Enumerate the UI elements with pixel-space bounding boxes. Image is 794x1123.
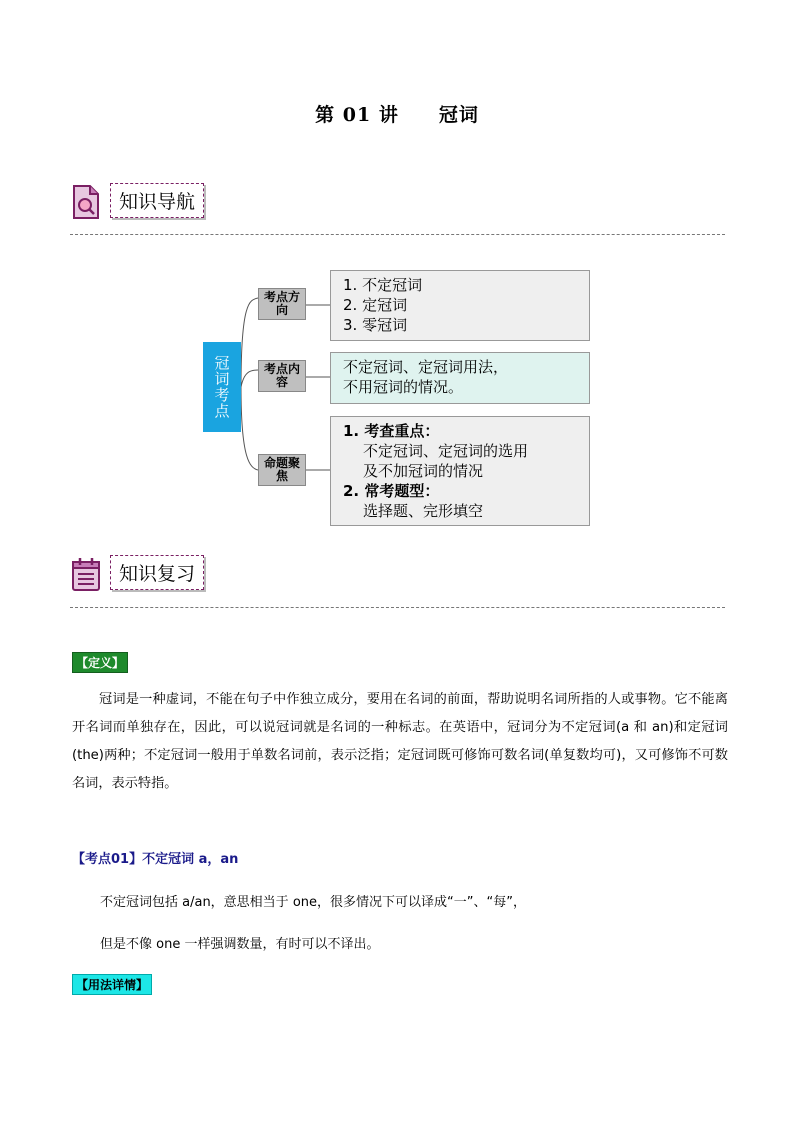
branch-box-direction (330, 270, 590, 341)
mindmap-root: 冠词考点 (203, 342, 241, 432)
kaodian-line: 不定冠词包括 a/an，意思相当于 one，很多情况下可以译成“一”、“每”， (100, 895, 526, 910)
branch-box-focus (330, 416, 590, 526)
kaodian-heading: 【考点01】不定冠词 a，an (72, 852, 239, 867)
branch-label-content: 考点内容 (258, 360, 306, 392)
calendar-list-icon (70, 556, 102, 594)
list-item: 及不加冠词的情况 (363, 462, 484, 480)
section-heading-nav: 知识导航 (110, 183, 204, 218)
focus-heading: 2. 常考题型： (343, 482, 440, 500)
page-title: 第 01 讲 冠词 (315, 104, 479, 126)
list-item: 3. 零冠词 (343, 316, 408, 334)
branch-box-content (330, 352, 590, 404)
list-item: 1. 不定冠词 (343, 276, 423, 294)
focus-heading: 1. 考查重点： (343, 422, 440, 440)
definition-tag: 【定义】 (72, 652, 128, 673)
section-heading-review: 知识复习 (110, 555, 204, 590)
section-divider (70, 607, 725, 608)
list-item: 不定冠词、定冠词用法， (343, 358, 509, 376)
list-item: 不定冠词、定冠词的选用 (363, 442, 529, 460)
kaodian-line: 但是不像 one 一样强调数量，有时可以不译出。 (100, 937, 380, 952)
list-item: 选择题、完形填空 (363, 502, 484, 520)
branch-label-direction: 考点方向 (258, 288, 306, 320)
list-item: 不用冠词的情况。 (343, 378, 464, 396)
usage-tag: 【用法详情】 (72, 974, 152, 995)
branch-label-focus: 命题聚焦 (258, 454, 306, 486)
definition-text: 冠词是一种虚词，不能在句子中作独立成分，要用在名词的前面，帮助说明名词所指的人或事物。它不能离开名词而单独存在，因此，可以说冠词就是名词的一种标志。在英语中，冠词分为不定冠词(a 和 an)和定冠词(the)两种；不定冠词一般用于单数名词前，表示泛指；定冠词既可修饰可数名词(单复数均可)，又可修饰不可数名词，表示特指。 (72, 692, 728, 791)
list-item: 2. 定冠词 (343, 296, 408, 314)
